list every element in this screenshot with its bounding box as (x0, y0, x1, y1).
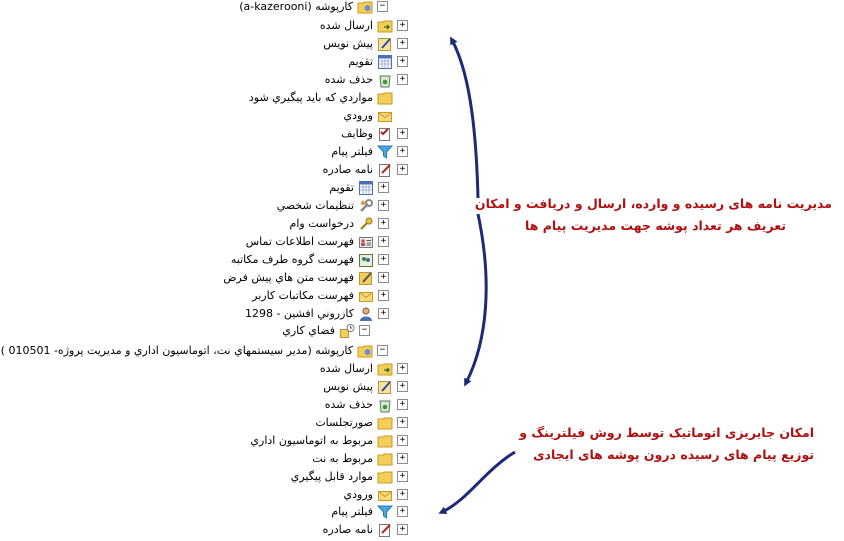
tree-item-label[interactable]: نامه صادره (322, 523, 373, 536)
annotation-line-2: توزیع پیام های رسیده درون پوشه های ایجادی (533, 447, 814, 462)
tree-item-label[interactable]: وظايف (341, 127, 373, 140)
collapse-toggle[interactable]: − (359, 325, 370, 336)
expand-toggle[interactable]: + (397, 20, 408, 31)
tree-item-label[interactable]: تنظيمات شخصي (276, 199, 354, 212)
tree-item-label[interactable]: فهرست مکاتبات کاربر (252, 289, 354, 302)
expand-toggle[interactable]: + (397, 506, 408, 517)
expand-toggle[interactable]: + (397, 56, 408, 67)
collapse-toggle[interactable]: − (377, 1, 388, 12)
arrow-up (452, 40, 478, 198)
expand-toggle[interactable]: + (397, 489, 408, 500)
expand-toggle[interactable]: + (378, 236, 389, 247)
tree-item-label[interactable]: کارپوشه (مدير سيستمهاي نت، اتوماسيون اداري و مديريت پروژه- 010501 ) (0, 344, 353, 357)
tree-item-label[interactable]: پيش نويس (323, 37, 373, 50)
tree-item-label[interactable]: ورودي (343, 109, 373, 122)
tree-item-label[interactable]: صورتجلسات (315, 416, 373, 429)
tree-item-label[interactable]: فهرست متن هاي پيش فرض (223, 271, 354, 284)
expand-toggle[interactable]: + (397, 471, 408, 482)
expand-toggle[interactable]: + (397, 453, 408, 464)
expand-toggle[interactable]: + (397, 363, 408, 374)
collapse-toggle[interactable]: − (377, 345, 388, 356)
tree-item-label[interactable]: کارپوشه (a-kazerooni) (239, 0, 353, 13)
tree-item-label[interactable]: فهرست اطلاعات تماس (245, 235, 354, 248)
tree-item-label[interactable]: فيلتر پيام (331, 505, 373, 518)
tree-item-label[interactable]: مربوط به اتوماسيون اداري (250, 434, 373, 447)
expand-toggle[interactable]: + (378, 272, 389, 283)
tree-item-label[interactable]: ارسال شده (319, 362, 373, 375)
expand-toggle[interactable]: + (397, 399, 408, 410)
tree-item-label[interactable]: پيش نويس (323, 380, 373, 393)
arrow-filter (442, 452, 515, 512)
tree-item-label[interactable]: درخواست وام (289, 217, 354, 230)
expand-toggle[interactable]: + (397, 417, 408, 428)
tree-item-label[interactable]: تقويم (348, 55, 373, 68)
arrow-down (466, 214, 486, 383)
annotation-line-2: تعریف هر تعداد پوشه جهت مدیریت پیام ها (525, 218, 786, 233)
tree-item-label[interactable]: نامه صادره (322, 163, 373, 176)
annotation-line-1: امکان جایریزی اتوماتیک توسط روش فیلترینگ و (519, 425, 814, 440)
tree-item-label[interactable]: حذف شده (324, 73, 373, 86)
expand-toggle[interactable]: + (378, 308, 389, 319)
expand-toggle[interactable]: + (378, 254, 389, 265)
tree-item-label[interactable]: کازروني افشين - 1298 (244, 307, 354, 320)
expand-toggle[interactable]: + (378, 182, 389, 193)
tree-item-label[interactable]: حذف شده (324, 398, 373, 411)
tree-item-label[interactable]: ارسال شده (319, 19, 373, 32)
expand-toggle[interactable]: + (397, 74, 408, 85)
tree-item-label[interactable]: مربوط به نت (312, 452, 373, 465)
expand-toggle[interactable]: + (397, 381, 408, 392)
tree-item-label[interactable]: تقويم (329, 181, 354, 194)
expand-toggle[interactable]: + (378, 218, 389, 229)
expand-toggle[interactable]: + (397, 38, 408, 49)
expand-toggle[interactable]: + (378, 290, 389, 301)
annotation-line-1: مدیریت نامه های رسیده و وارده، ارسال و دریافت و امکان (474, 196, 832, 211)
expand-toggle[interactable]: + (397, 435, 408, 446)
tree-item-label[interactable]: فيلتر پيام (331, 145, 373, 158)
tree-item-label[interactable]: موارد قابل پيگيري (290, 470, 373, 483)
expand-toggle[interactable]: + (397, 128, 408, 139)
tree-item-label[interactable]: فهرست گروه طرف مکاتبه (230, 253, 354, 266)
tree-item-label[interactable]: مواردي که بايد پيگيري شود (248, 91, 373, 104)
expand-toggle[interactable]: + (397, 524, 408, 535)
expand-toggle[interactable]: + (378, 200, 389, 211)
tree-item-label[interactable]: فضاي کاري (282, 324, 335, 337)
tree-item-label[interactable]: ورودي (343, 488, 373, 501)
expand-toggle[interactable]: + (397, 146, 408, 157)
expand-toggle[interactable]: + (397, 164, 408, 175)
